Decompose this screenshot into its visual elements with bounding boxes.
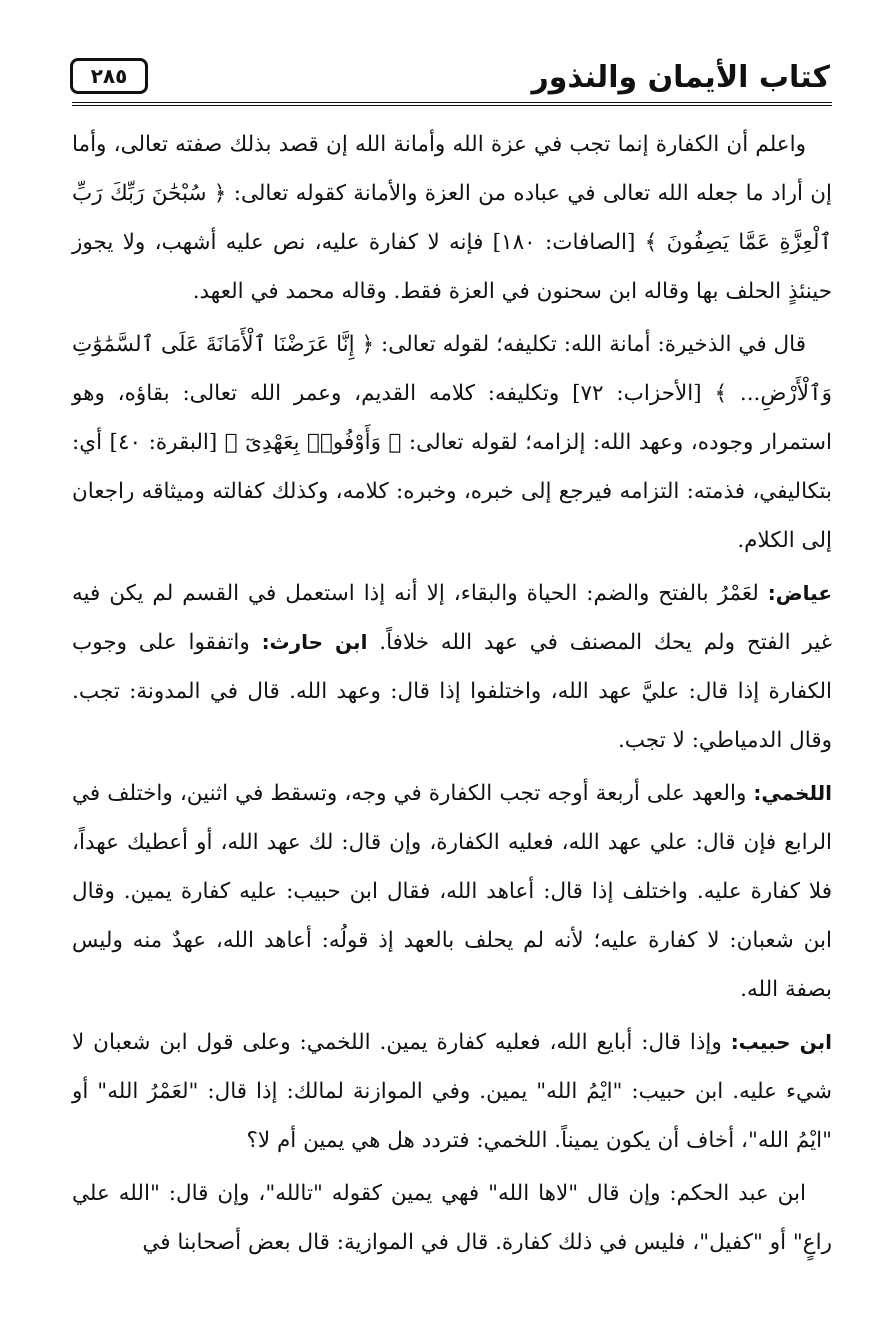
paragraph (72, 569, 832, 765)
header-rule (72, 102, 832, 106)
paragraph (72, 1169, 832, 1267)
paragraph (72, 320, 832, 565)
page-number: ٢٨٥ (90, 64, 128, 88)
book-page (72, 50, 832, 1280)
paragraph-text: قال في الذخيرة: أمانة الله: تكليفه؛ لقوله تعالى: ﴿ إِنَّا عَرَضْنَا ٱلْأَمَانَةَ عَلَى ٱلسَّمَٰوَٰتِ وَٱلْأَرْضِ... ﴾ [الأحزاب: ٧٢] وتكليفه: كلامه القديم، وعمر الله تعالى: بقاؤه، وهو استمرار وجوده، وعهد الله: إلزامه؛ لقوله تعالى: ﴿ وَأَوْفُوا۟ بِعَهْدِىٓ ﴾ [البقرة: ٤٠] أي: بتكاليفي، فذمته: التزامه فيرجع إلى خبره، وخبره: كلامه، وكذلك كفالته وميثاقه راجعان إلى الكلام. (72, 332, 832, 553)
page-number-box (70, 58, 148, 94)
paragraph-text: واعلم أن الكفارة إنما تجب في عزة الله وأمانة الله إن قصد بذلك صفته تعالى، وأما إن أراد ما جعله الله تعالى في عباده من العزة والأمانة كقوله تعالى: ﴿ سُبْحَٰنَ رَبِّكَ رَبِّ ٱلْعِزَّةِ عَمَّا يَصِفُونَ ﴾ [الصافات: ١٨٠] فإنه لا كفارة عليه، نص عليه أشهب، ولا يجوز حينئذٍ الحلف بها وقاله ابن سحنون في العزة فقط. وقاله محمد في العهد. (72, 132, 833, 304)
paragraph (72, 1018, 832, 1165)
paragraph-text: وإذا قال: أبايع الله، فعليه كفارة يمين. اللخمي: وعلى قول ابن شعبان لا شيء عليه. ابن حبيب: "ايْمُ الله" يمين. وفي الموازنة لمالك: إذا قال: "لعَمْرُ الله" أو "ايْمُ الله"، أخاف أن يكون يميناً. اللخمي: فتردد هل هي يمين أم لا؟ (72, 1030, 832, 1153)
speaker-name: اللخمي: (753, 781, 832, 805)
paragraph-text: واتفقوا على وجوب الكفارة إذا قال: عليَّ عهد الله، واختلفوا إذا قال: وعهد الله. قال في المدونة: تجب. وقال الدمياطي: لا تجب. (72, 630, 832, 753)
paragraph (72, 120, 832, 316)
speaker-name: ابن حبيب: (730, 1030, 832, 1054)
page-header (72, 50, 832, 98)
paragraph-text: والعهد على أربعة أوجه تجب الكفارة في وجه، وتسقط في اثنين، واختلف في الرابع فإن قال: علي عهد الله، فعليه الكفارة، وإن قال: لك عهد الله، أو أعطيك عهداً، فلا كفارة عليه. واختلف إذا قال: أعاهد الله، فقال ابن حبيب: عليه كفارة يمين. وقال ابن شعبان: لا كفارة عليه؛ لأنه لم يحلف بالعهد إذ قولُه: أعاهد الله، عهدٌ منه وليس بصفة الله. (72, 781, 832, 1002)
speaker-name: ابن حارث: (261, 630, 368, 654)
paragraph-text: لعَمْرُ بالفتح والضم: الحياة والبقاء، إلا أنه إذا استعمل في القسم لم يكن فيه غير الفتح ولم يحك المصنف في عهد الله خلافاً. (72, 581, 833, 655)
speaker-name: عياض: (767, 581, 832, 605)
paragraph (72, 769, 832, 1014)
page-content (72, 120, 832, 1267)
book-title: كتاب الأيمان والنذور (531, 60, 830, 95)
paragraph-text: ابن عبد الحكم: وإن قال "لاها الله" فهي يمين كقوله "تالله"، وإن قال: "الله علي راعٍ" أو "كفيل"، فليس في ذلك كفارة. قال في الموازية: قال بعض أصحابنا في (72, 1181, 832, 1255)
